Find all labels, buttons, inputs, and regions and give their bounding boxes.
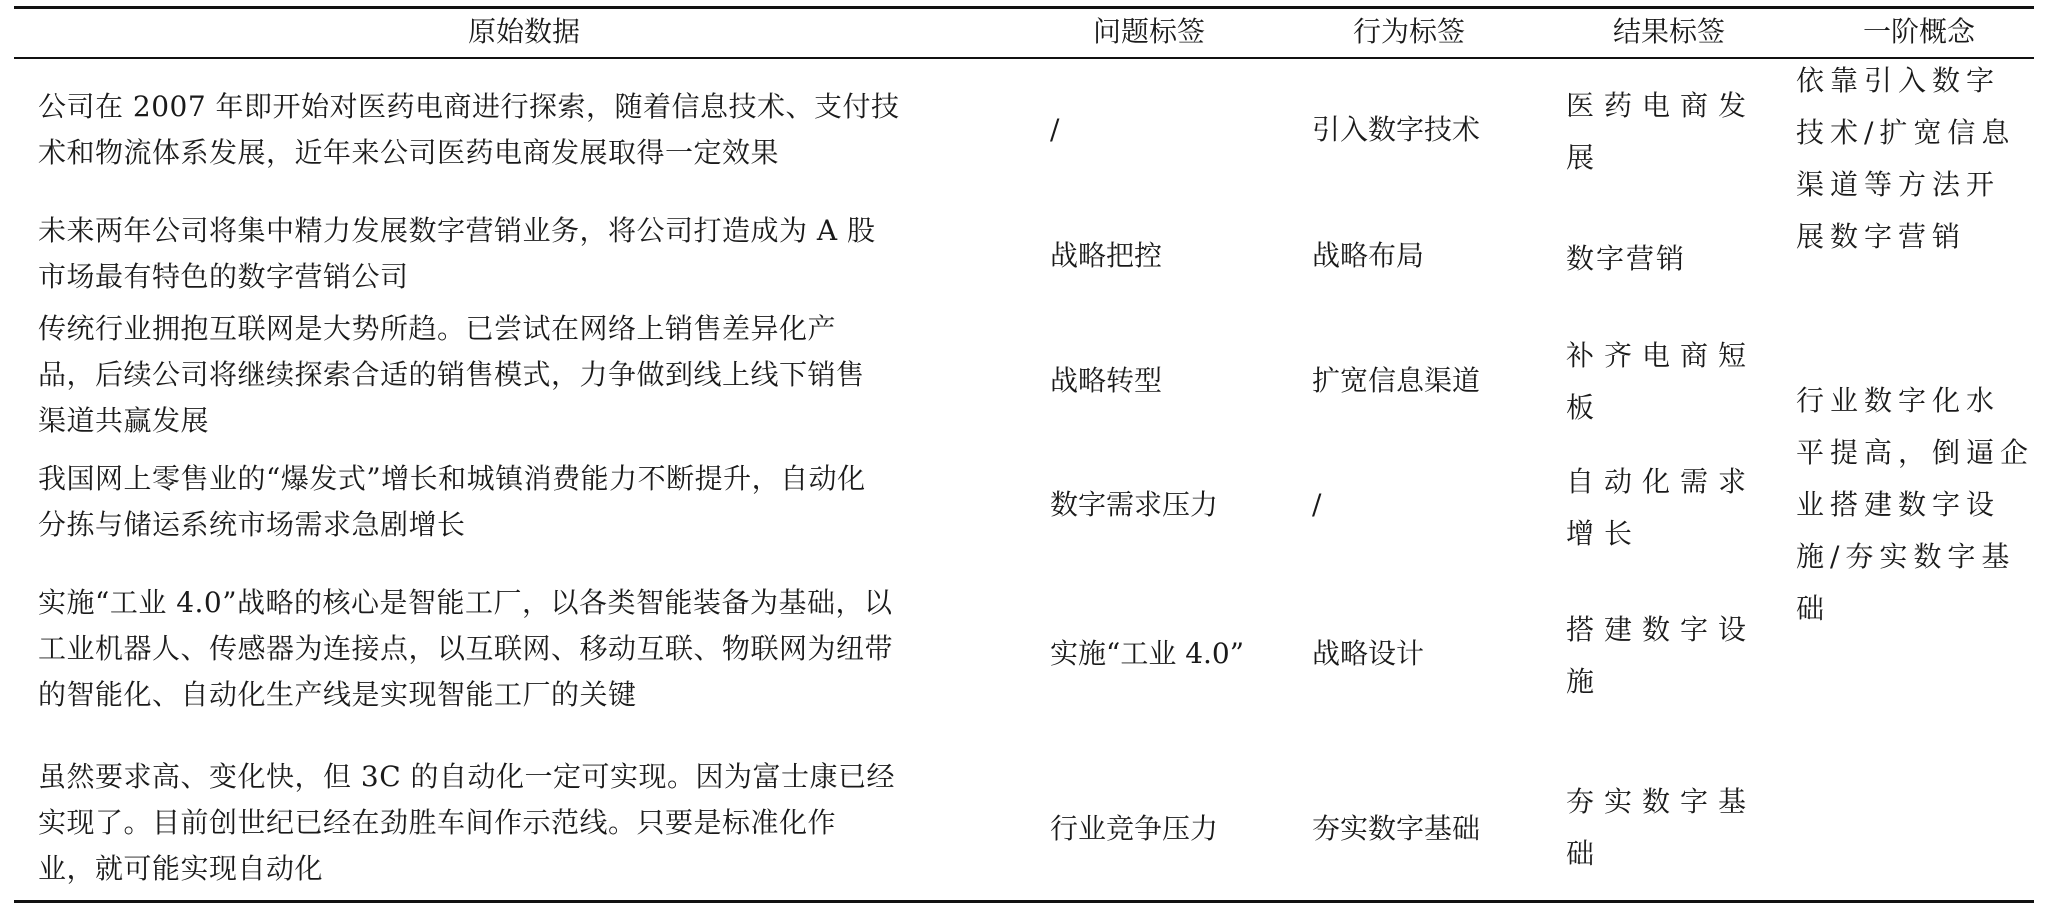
row-1-problem-label: / xyxy=(1050,113,1060,146)
raw-line: 术和物流体系发展，近年来公司医药电商发展取得一定效果 xyxy=(38,136,780,169)
raw-line: 工业机器人、传感器为连接点，以互联网、移动互联、物联网为纽带 xyxy=(38,632,894,665)
concept-line: 行业数字化水 xyxy=(1796,384,2001,417)
row-5-result-label xyxy=(1566,604,1756,708)
top-rule xyxy=(14,6,2034,9)
row-1-action-label: 引入数字技术 xyxy=(1312,113,1481,146)
raw-line: 市场最有特色的数字营销公司 xyxy=(38,260,409,293)
header-problem-label: 问题标签 xyxy=(1092,15,1205,48)
row-5-raw-data xyxy=(38,580,1018,718)
bottom-rule xyxy=(14,900,2034,903)
concept-line: 施/夯实数字基 xyxy=(1796,540,2016,573)
row-2-result-label xyxy=(1566,233,1756,285)
raw-line: 业，就可能实现自动化 xyxy=(38,852,324,885)
row-4-raw-data xyxy=(38,456,1018,548)
concept-line: 平提高，倒逼企 xyxy=(1796,436,2035,469)
header-result-label: 结果标签 xyxy=(1612,15,1725,48)
result-line: 搭建数字设 xyxy=(1566,613,1757,646)
header-raw-data: 原始数据 xyxy=(467,15,580,48)
row-3-problem-label: 战略转型 xyxy=(1050,364,1163,397)
concept-line: 业搭建数字设 xyxy=(1796,488,2001,521)
row-2-problem-label: 战略把控 xyxy=(1050,239,1163,272)
row-6-problem-label: 行业竞争压力 xyxy=(1050,812,1219,845)
raw-line: 渠道共赢发展 xyxy=(38,404,210,437)
header-rule xyxy=(14,57,2034,59)
row-4-result-label xyxy=(1566,456,1756,560)
row-1-raw-data xyxy=(38,84,1018,176)
result-line: 展 xyxy=(1566,141,1605,174)
raw-line: 未来两年公司将集中精力发展数字营销业务，将公司打造成为 A 股 xyxy=(38,214,876,247)
row-5-problem-label: 实施“工业 4.0” xyxy=(1050,637,1245,670)
raw-line: 虽然要求高、变化快，但 3C 的自动化一定可实现。因为富士康已经 xyxy=(38,760,896,793)
result-line: 础 xyxy=(1566,837,1605,870)
raw-line: 我国网上零售业的“爆发式”增长和城镇消费能力不断提升，自动化 xyxy=(38,462,866,495)
row-4-problem-label: 数字需求压力 xyxy=(1050,488,1219,521)
row-3-raw-data xyxy=(38,306,1018,444)
row-2-action-label: 战略布局 xyxy=(1312,239,1425,272)
result-line: 夯实数字基 xyxy=(1566,785,1757,818)
concept-line: 依靠引入数字 xyxy=(1796,64,2001,97)
row-5-action-label: 战略设计 xyxy=(1312,637,1425,670)
row-6-raw-data xyxy=(38,754,1018,892)
result-line: 医药电商发 xyxy=(1566,89,1757,122)
row-4-action-label: / xyxy=(1312,488,1322,521)
result-line: 板 xyxy=(1566,391,1605,424)
row-3-action-label: 扩宽信息渠道 xyxy=(1312,364,1481,397)
result-line: 施 xyxy=(1566,665,1605,698)
raw-line: 传统行业拥抱互联网是大势所趋。已尝试在网络上销售差异化产 xyxy=(38,312,837,345)
row-3-result-label xyxy=(1566,330,1756,434)
row-6-action-label: 夯实数字基础 xyxy=(1312,812,1481,845)
concept-group-1 xyxy=(1796,55,2034,263)
result-line: 补齐电商短 xyxy=(1566,339,1757,372)
concept-group-2 xyxy=(1796,375,2034,635)
raw-line: 实施“工业 4.0”战略的核心是智能工厂，以各类智能装备为基础，以 xyxy=(38,586,893,619)
concept-line: 础 xyxy=(1796,592,1831,625)
row-2-raw-data xyxy=(38,208,1018,300)
raw-line: 实现了。目前创世纪已经在劲胜车间作示范线。只要是标准化作 xyxy=(38,806,837,839)
row-6-result-label xyxy=(1566,776,1756,880)
raw-line: 品，后续公司将继续探索合适的销售模式，力争做到线上线下销售 xyxy=(38,358,865,391)
concept-line: 渠道等方法开 xyxy=(1796,168,2001,201)
data-table xyxy=(14,0,2034,912)
result-line: 自动化需求 xyxy=(1566,465,1757,498)
result-line: 数字营销 xyxy=(1566,242,1687,275)
concept-line: 展数字营销 xyxy=(1796,220,1967,253)
raw-line: 的智能化、自动化生产线是实现智能工厂的关键 xyxy=(38,678,637,711)
row-1-result-label xyxy=(1566,80,1756,184)
raw-line: 公司在 2007 年即开始对医药电商进行探索，随着信息技术、支付技 xyxy=(38,90,900,123)
header-action-label: 行为标签 xyxy=(1352,15,1465,48)
raw-line: 分拣与储运系统市场需求急剧增长 xyxy=(38,508,466,541)
header-concept: 一阶概念 xyxy=(1862,15,1975,48)
concept-line: 技术/扩宽信息 xyxy=(1796,116,2016,149)
result-line: 增长 xyxy=(1566,517,1643,550)
